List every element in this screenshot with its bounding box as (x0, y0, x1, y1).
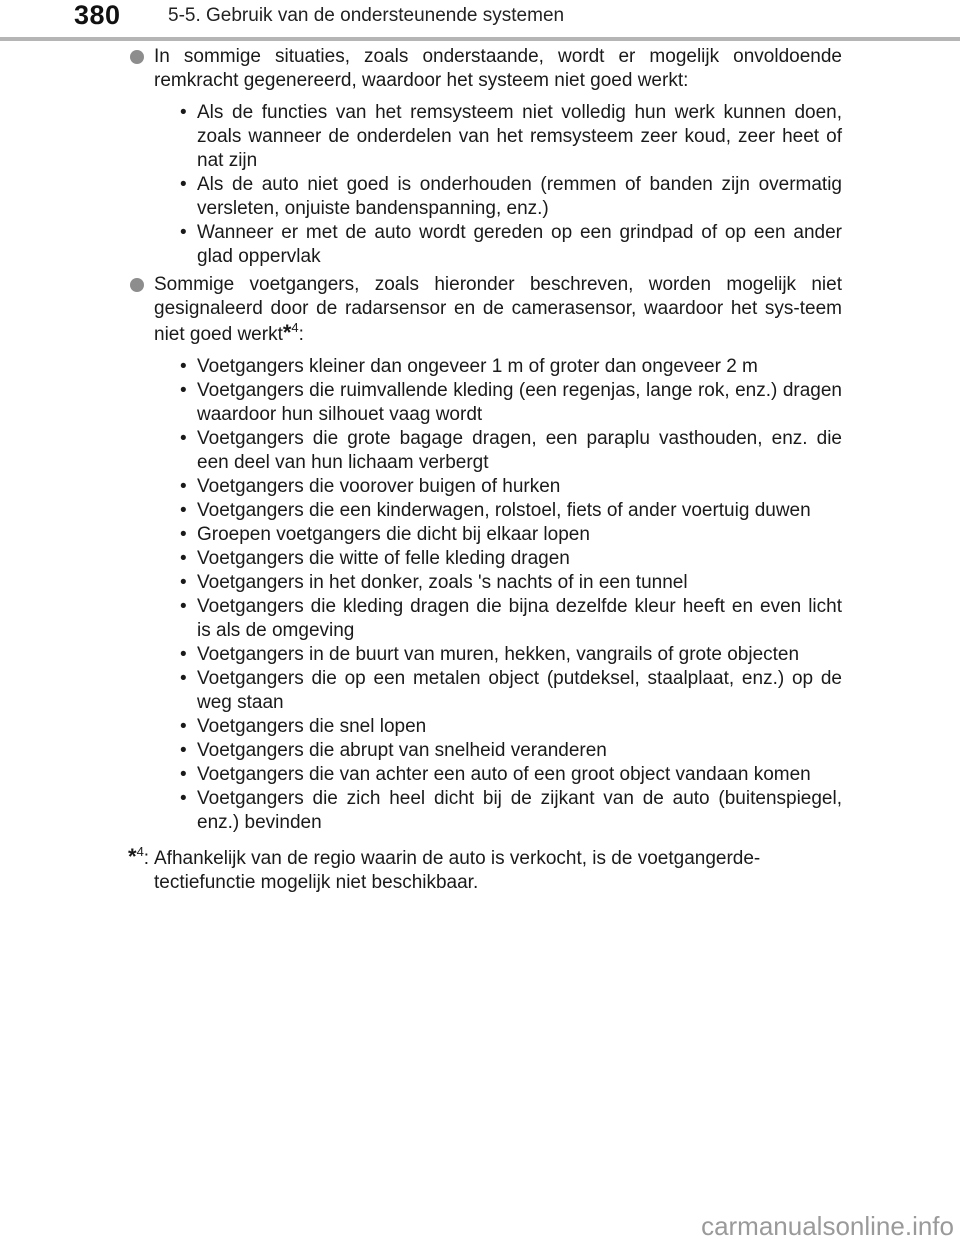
footnote-star: * (128, 844, 137, 869)
sub-list (154, 101, 842, 269)
footnote-star: * (282, 320, 292, 345)
footnote-ref: 4 (291, 320, 299, 335)
sub-list-item: • Voetgangers die witte of felle kleding dragen (180, 547, 842, 571)
page-number: 380 (74, 0, 121, 30)
sub-list-item: • Voetgangers in het donker, zoals 's nachts of in een tunnel (180, 571, 842, 595)
item-text: Sommige voetgangers, zoals hieronder beschreven, worden mogelijk niet gesignaleerd door de radarsensor en de camerasensor, waardoor het sys-teem niet goed werkt (154, 274, 842, 345)
main-content (128, 45, 842, 895)
footnote-colon: : (143, 848, 150, 869)
item-text: In sommige situaties, zoals onderstaande, wordt er mogelijk onvoldoende remkracht gegenereerd, waardoor het systeem niet goed werkt: (154, 46, 842, 91)
list-item (128, 273, 842, 835)
sub-list-item: • Voetgangers die voorover buigen of hurken (180, 475, 842, 499)
sub-list-item: • Voetgangers die snel lopen (180, 715, 842, 739)
bullet-dot-icon (130, 278, 144, 292)
footnote-text: Afhankelijk van de regio waarin de auto is verkocht, is de voetgangerde-tectiefunctie mogelijk niet beschikbaar. (154, 848, 761, 893)
sub-list-item: • Voetgangers die een kinderwagen, rolstoel, fiets of ander voertuig duwen (180, 499, 842, 523)
sub-list-item: • Wanneer er met de auto wordt gereden op een grindpad of op een ander glad oppervlak (180, 221, 842, 269)
sub-list-item: • Voetgangers die op een metalen object (putdeksel, staalplaat, enz.) op de weg staan (180, 667, 842, 715)
header-divider (0, 37, 960, 41)
sub-list-item: • Voetgangers die kleding dragen die bijna dezelfde kleur heeft en even licht is als de omgeving (180, 595, 842, 643)
footnote-ref: 4 (136, 844, 144, 859)
sub-list-item: • Als de functies van het remsysteem niet volledig hun werk kunnen doen, zoals wanneer de onderdelen van het remsysteem zeer koud, zeer heet of nat zijn (180, 101, 842, 173)
sub-list-item: • Voetgangers die abrupt van snelheid veranderen (180, 739, 842, 763)
chapter-title: 5-5. Gebruik van de ondersteunende systemen (168, 5, 565, 26)
list-item (128, 45, 842, 269)
sub-list-item: • Voetgangers kleiner dan ongeveer 1 m of groter dan ongeveer 2 m (180, 355, 842, 379)
page-header (0, 0, 960, 40)
sub-list (154, 355, 842, 835)
sub-list-item: • Voetgangers die zich heel dicht bij de zijkant van de auto (buitenspiegel, enz.) bevinden (180, 787, 842, 835)
sub-list-item: • Als de auto niet goed is onderhouden (remmen of banden zijn overmatig versleten, onjuiste bandenspanning, enz.) (180, 173, 842, 221)
watermark: carmanualsonline.info (701, 1211, 954, 1241)
sub-list-item: • Voetgangers die van achter een auto of een groot object vandaan komen (180, 763, 842, 787)
sub-list-item: • Groepen voetgangers die dicht bij elkaar lopen (180, 523, 842, 547)
footnote (128, 844, 842, 895)
sub-list-item: • Voetgangers in de buurt van muren, hekken, vangrails of grote objecten (180, 643, 842, 667)
footnote-marker (128, 845, 149, 871)
sub-list-item: • Voetgangers die grote bagage dragen, een paraplu vasthouden, enz. die een deel van hun lichaam verbergt (180, 427, 842, 475)
bullet-dot-icon (130, 50, 144, 64)
item-suffix: : (298, 324, 304, 345)
sub-list-item: • Voetgangers die ruimvallende kleding (een regenjas, lange rok, enz.) dragen waardoor hun silhouet vaag wordt (180, 379, 842, 427)
